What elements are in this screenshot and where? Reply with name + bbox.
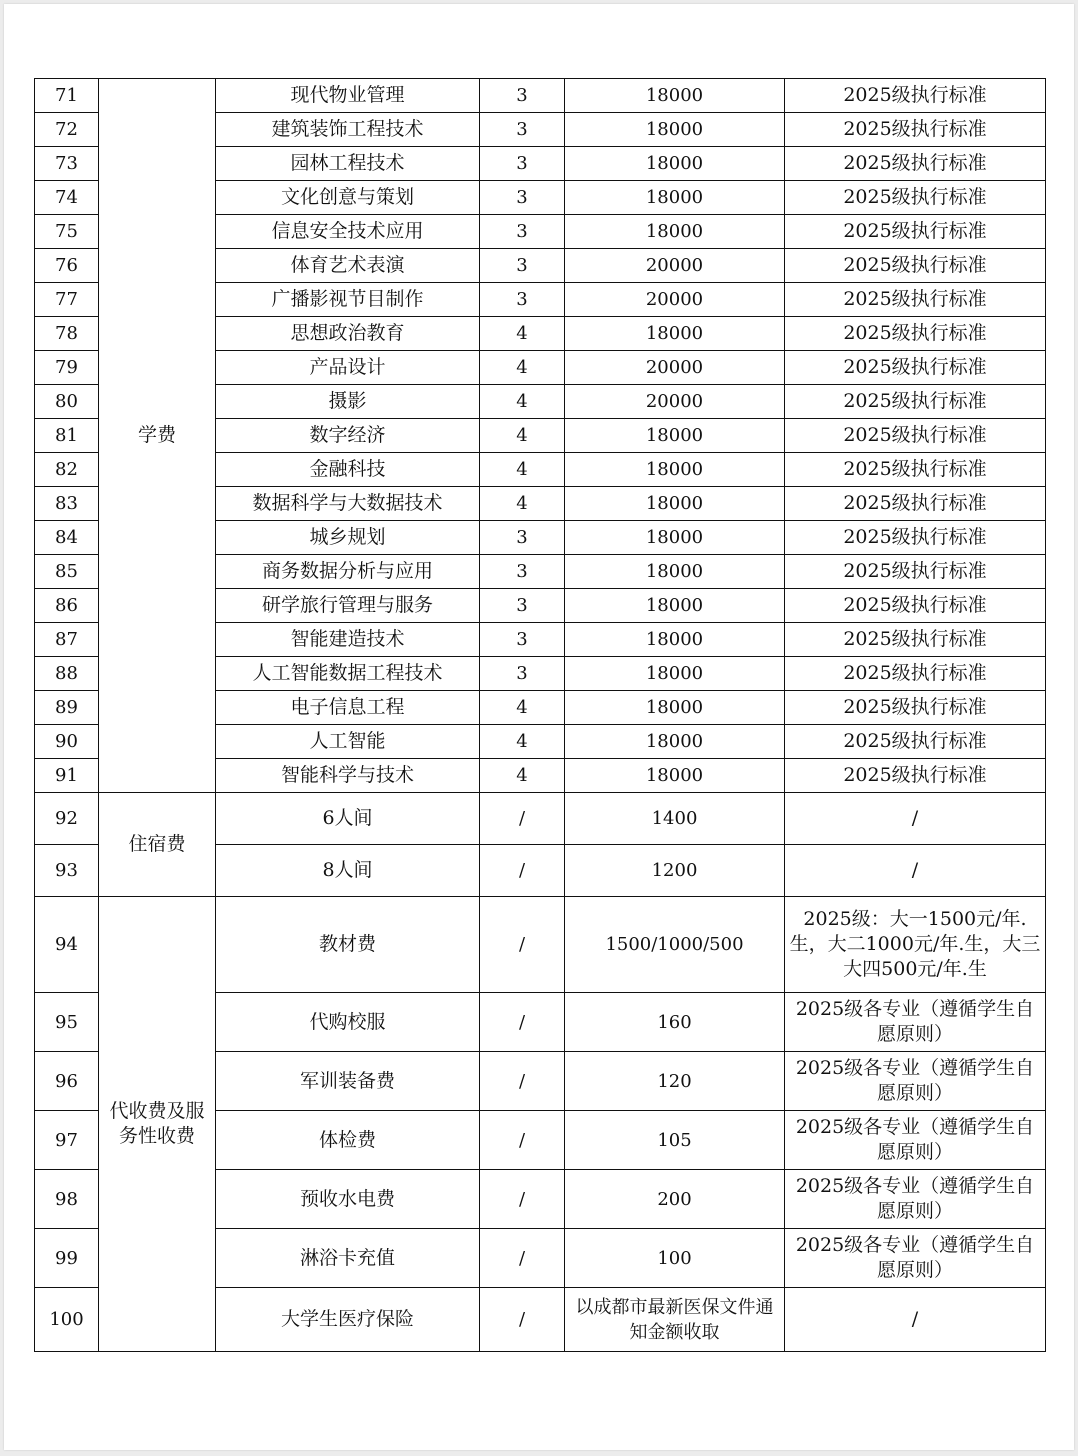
note: 2025级执行标准 [785,283,1046,317]
amount: 1200 [565,845,785,897]
category-lodging: 住宿费 [99,793,216,897]
item-name: 军训装备费 [216,1052,480,1111]
note: 2025级：大一1500元/年.生，大二1000元/年.生，大三大四500元/年.生 [785,897,1046,993]
amount: 18000 [565,623,785,657]
amount: 1400 [565,793,785,845]
years: 4 [480,759,565,793]
item-name: 数字经济 [216,419,480,453]
years: / [480,1052,565,1111]
amount: 20000 [565,351,785,385]
item-name: 产品设计 [216,351,480,385]
table-row [35,897,1046,993]
item-name: 教材费 [216,897,480,993]
years: 3 [480,79,565,113]
row-number: 90 [35,725,99,759]
note: 2025级执行标准 [785,419,1046,453]
row-number: 73 [35,147,99,181]
amount: 18000 [565,555,785,589]
row-number: 76 [35,249,99,283]
note: 2025级各专业（遵循学生自愿原则） [785,1111,1046,1170]
years: 4 [480,453,565,487]
years: / [480,793,565,845]
amount: 18000 [565,113,785,147]
amount: 1500/1000/500 [565,897,785,993]
years: 4 [480,419,565,453]
note: 2025级执行标准 [785,725,1046,759]
years: 3 [480,283,565,317]
amount: 100 [565,1229,785,1288]
years: 3 [480,555,565,589]
item-name: 文化创意与策划 [216,181,480,215]
item-name: 电子信息工程 [216,691,480,725]
note: 2025级各专业（遵循学生自愿原则） [785,1229,1046,1288]
note: / [785,1288,1046,1352]
amount: 120 [565,1052,785,1111]
years: 3 [480,181,565,215]
row-number: 88 [35,657,99,691]
amount: 18000 [565,419,785,453]
note: 2025级执行标准 [785,147,1046,181]
row-number: 84 [35,521,99,555]
note: 2025级执行标准 [785,79,1046,113]
amount: 200 [565,1170,785,1229]
item-name: 研学旅行管理与服务 [216,589,480,623]
row-number: 85 [35,555,99,589]
row-number: 75 [35,215,99,249]
amount: 18000 [565,181,785,215]
years: 3 [480,215,565,249]
years: / [480,1170,565,1229]
amount: 20000 [565,385,785,419]
note: 2025级执行标准 [785,249,1046,283]
note: / [785,845,1046,897]
years: / [480,845,565,897]
item-name: 思想政治教育 [216,317,480,351]
note: 2025级执行标准 [785,691,1046,725]
years: 3 [480,113,565,147]
table-row [35,793,1046,845]
item-name: 现代物业管理 [216,79,480,113]
amount: 18000 [565,317,785,351]
years: 3 [480,249,565,283]
row-number: 98 [35,1170,99,1229]
note: 2025级执行标准 [785,453,1046,487]
document-page [4,4,1074,1450]
row-number: 96 [35,1052,99,1111]
years: 4 [480,691,565,725]
amount: 18000 [565,589,785,623]
note: 2025级执行标准 [785,623,1046,657]
note: 2025级执行标准 [785,317,1046,351]
row-number: 94 [35,897,99,993]
years: 3 [480,657,565,691]
amount: 20000 [565,283,785,317]
item-name: 摄影 [216,385,480,419]
item-name: 智能科学与技术 [216,759,480,793]
item-name: 淋浴卡充值 [216,1229,480,1288]
years: / [480,1229,565,1288]
row-number: 79 [35,351,99,385]
item-name: 数据科学与大数据技术 [216,487,480,521]
fee-table [34,78,1046,1352]
row-number: 86 [35,589,99,623]
row-number: 83 [35,487,99,521]
note: 2025级各专业（遵循学生自愿原则） [785,993,1046,1052]
amount: 18000 [565,487,785,521]
item-name: 代购校服 [216,993,480,1052]
item-name: 预收水电费 [216,1170,480,1229]
row-number: 72 [35,113,99,147]
item-name: 建筑装饰工程技术 [216,113,480,147]
item-name: 广播影视节目制作 [216,283,480,317]
row-number: 89 [35,691,99,725]
note: 2025级执行标准 [785,521,1046,555]
years: 4 [480,487,565,521]
item-name: 体育艺术表演 [216,249,480,283]
years: 4 [480,317,565,351]
row-number: 97 [35,1111,99,1170]
note: 2025级执行标准 [785,113,1046,147]
item-name: 体检费 [216,1111,480,1170]
amount: 105 [565,1111,785,1170]
item-name: 大学生医疗保险 [216,1288,480,1352]
note: 2025级执行标准 [785,385,1046,419]
note: 2025级执行标准 [785,351,1046,385]
row-number: 100 [35,1288,99,1352]
amount: 18000 [565,79,785,113]
years: 3 [480,521,565,555]
years: 4 [480,385,565,419]
amount: 18000 [565,725,785,759]
category-service: 代收费及服务性收费 [99,897,216,1352]
note: 2025级各专业（遵循学生自愿原则） [785,1052,1046,1111]
item-name: 智能建造技术 [216,623,480,657]
note: 2025级执行标准 [785,487,1046,521]
amount: 18000 [565,657,785,691]
years: 3 [480,589,565,623]
years: / [480,897,565,993]
row-number: 93 [35,845,99,897]
note: 2025级各专业（遵循学生自愿原则） [785,1170,1046,1229]
amount: 18000 [565,691,785,725]
item-name: 城乡规划 [216,521,480,555]
row-number: 87 [35,623,99,657]
years: 3 [480,623,565,657]
note: 2025级执行标准 [785,759,1046,793]
row-number: 91 [35,759,99,793]
category-tuition: 学费 [99,79,216,793]
years: 4 [480,351,565,385]
note: 2025级执行标准 [785,589,1046,623]
note: / [785,793,1046,845]
item-name: 商务数据分析与应用 [216,555,480,589]
row-number: 81 [35,419,99,453]
note: 2025级执行标准 [785,181,1046,215]
item-name: 园林工程技术 [216,147,480,181]
amount: 20000 [565,249,785,283]
row-number: 99 [35,1229,99,1288]
row-number: 77 [35,283,99,317]
row-number: 78 [35,317,99,351]
amount: 18000 [565,147,785,181]
note: 2025级执行标准 [785,555,1046,589]
row-number: 92 [35,793,99,845]
item-name: 8人间 [216,845,480,897]
note: 2025级执行标准 [785,657,1046,691]
item-name: 6人间 [216,793,480,845]
item-name: 信息安全技术应用 [216,215,480,249]
amount: 以成都市最新医保文件通知金额收取 [565,1288,785,1352]
item-name: 人工智能 [216,725,480,759]
row-number: 80 [35,385,99,419]
row-number: 71 [35,79,99,113]
years: 3 [480,147,565,181]
amount: 18000 [565,215,785,249]
note: 2025级执行标准 [785,215,1046,249]
years: 4 [480,725,565,759]
table-row [35,79,1046,113]
item-name: 金融科技 [216,453,480,487]
years: / [480,1288,565,1352]
years: / [480,1111,565,1170]
row-number: 95 [35,993,99,1052]
item-name: 人工智能数据工程技术 [216,657,480,691]
amount: 160 [565,993,785,1052]
row-number: 74 [35,181,99,215]
amount: 18000 [565,759,785,793]
row-number: 82 [35,453,99,487]
amount: 18000 [565,453,785,487]
years: / [480,993,565,1052]
amount: 18000 [565,521,785,555]
